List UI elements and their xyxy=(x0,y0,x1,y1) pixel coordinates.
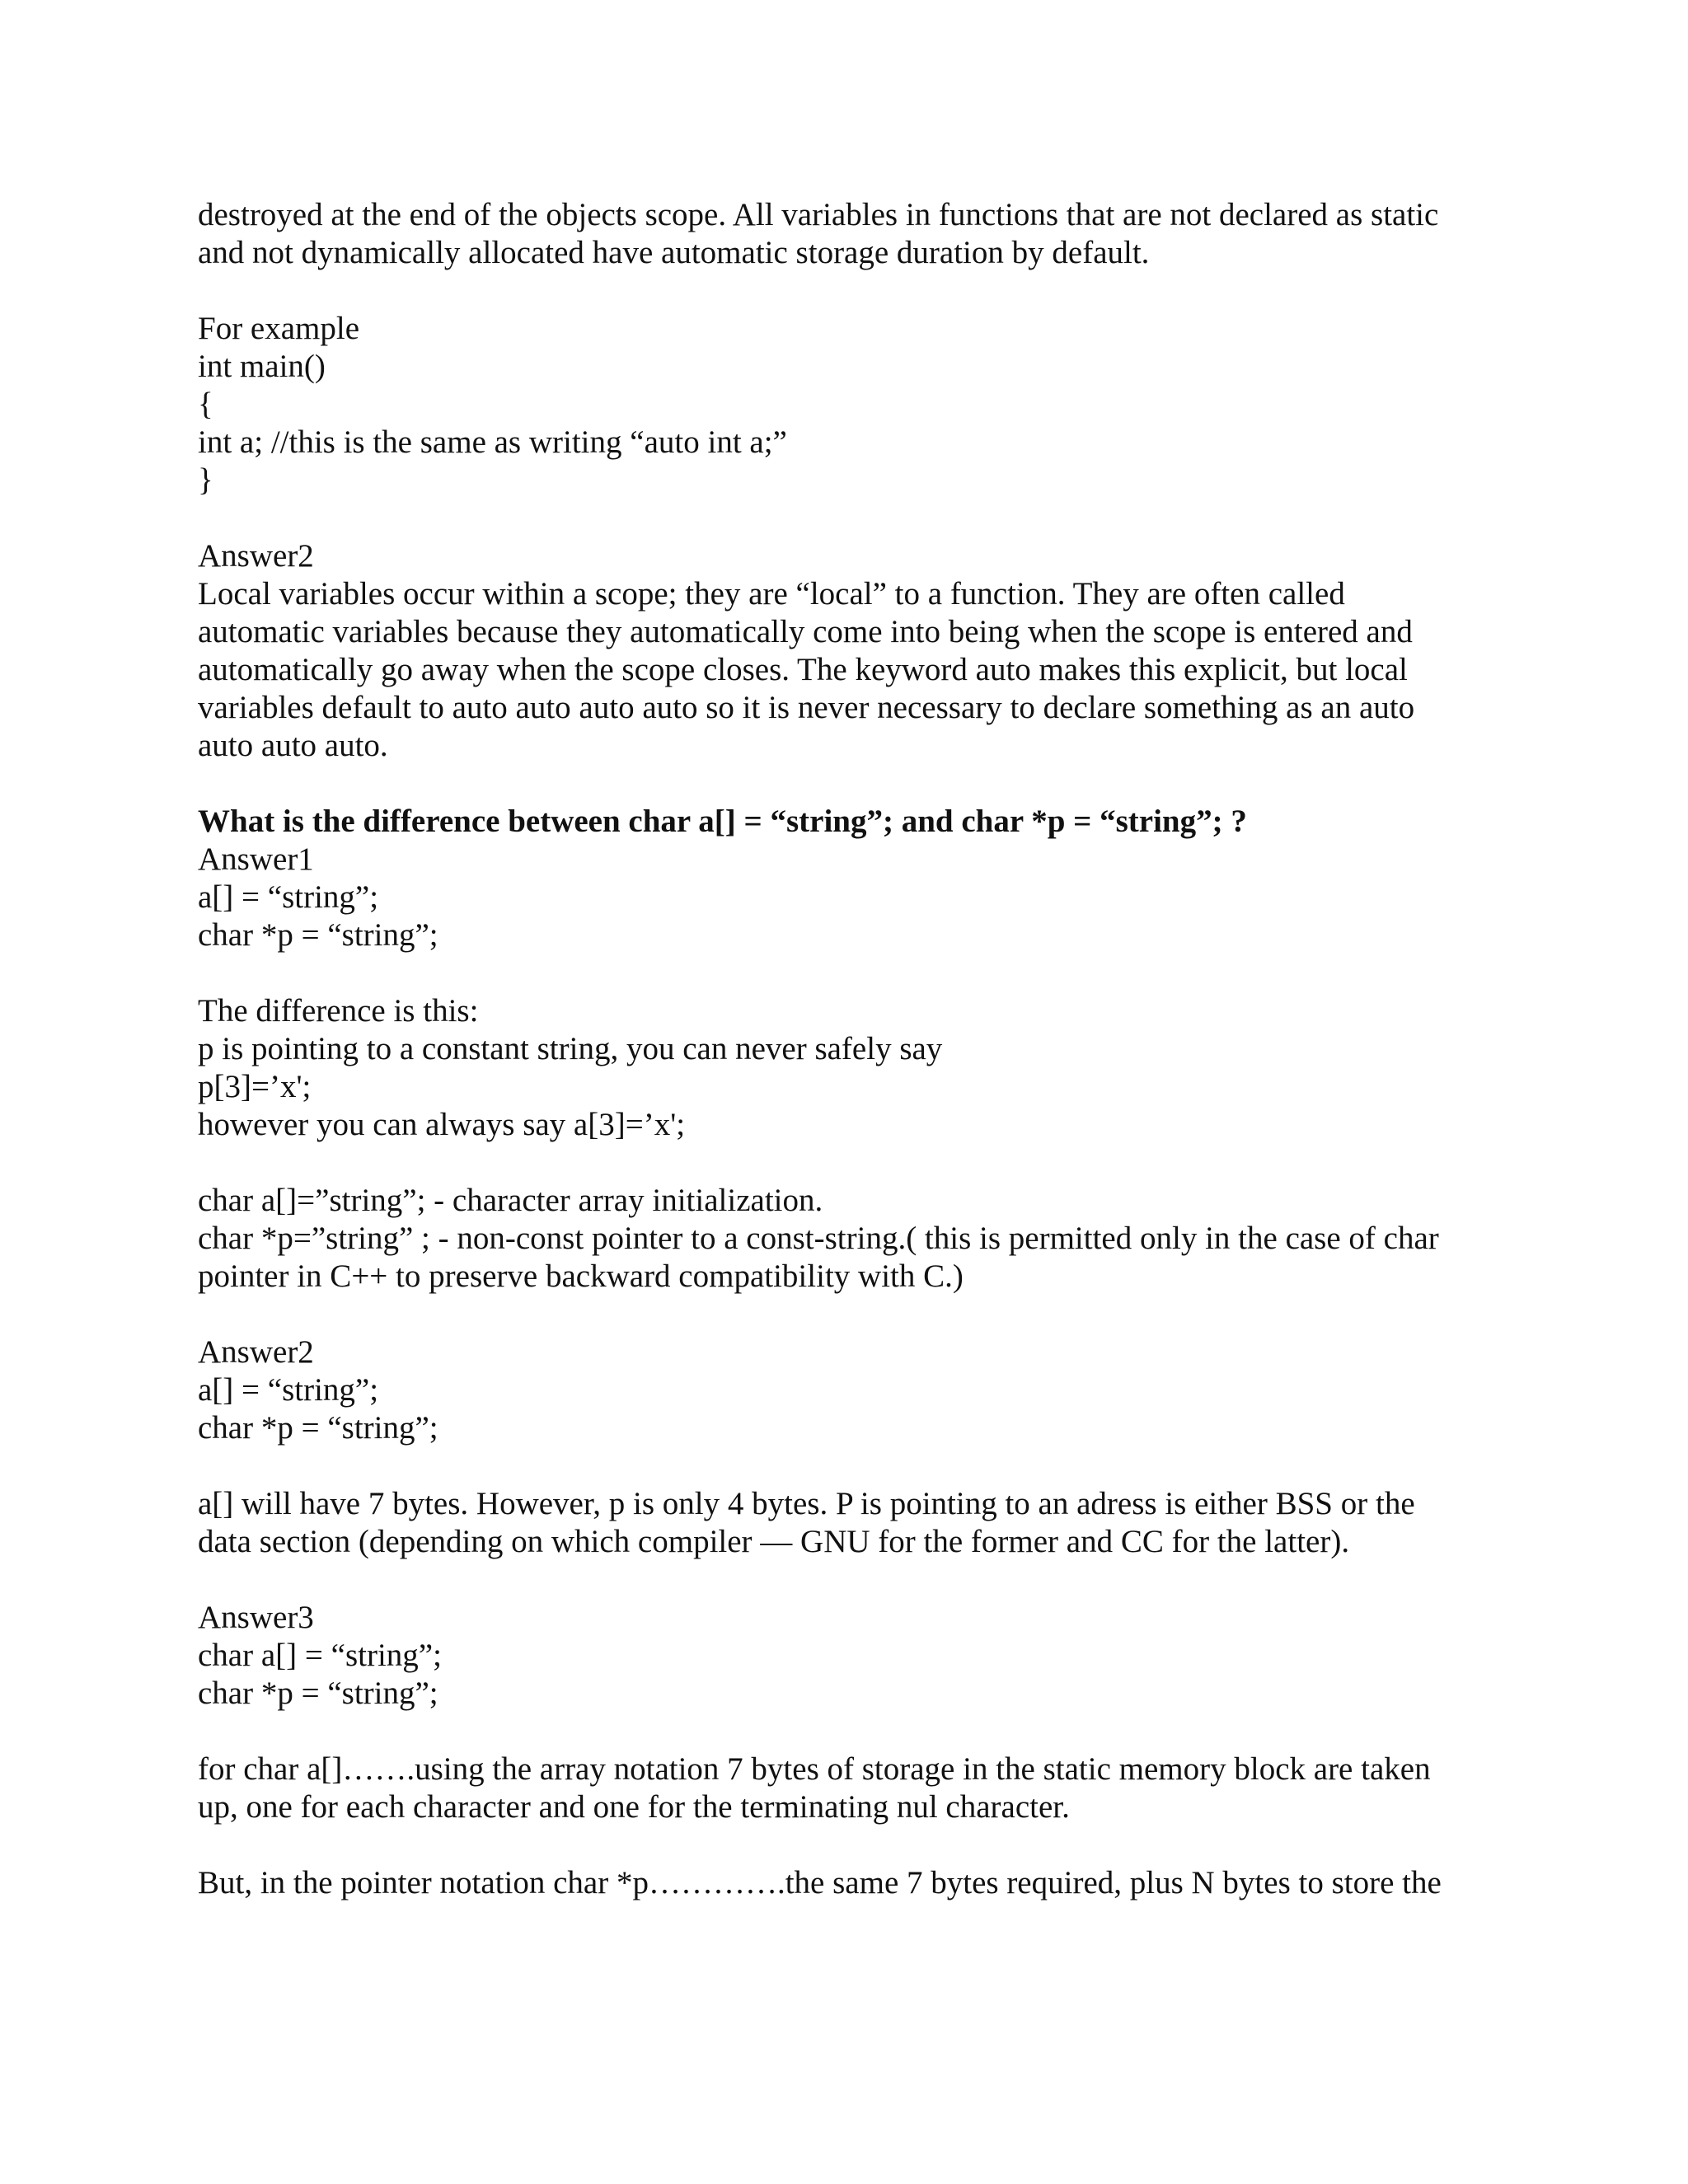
paragraph-gap xyxy=(198,1561,1484,1599)
paragraph-gap xyxy=(198,1826,1484,1864)
text-line: variables default to auto auto auto auto so it is never necessary to declare something as an auto xyxy=(198,690,1415,725)
code-line: char *p = “string”; xyxy=(198,1410,438,1446)
paragraph-array-notation xyxy=(198,1750,1484,1826)
document-page xyxy=(198,196,1484,1902)
text-line: automatically go away when the scope closes. The keyword auto makes this explicit, but local xyxy=(198,652,1408,687)
paragraph-storage-duration xyxy=(198,196,1484,272)
text-line: however you can always say a[3]=’x'; xyxy=(198,1107,686,1142)
paragraph-gap xyxy=(198,954,1484,992)
paragraph-gap xyxy=(198,1296,1484,1333)
text-line: data section (depending on which compiler — GNU for the former and CC for the latter). xyxy=(198,1524,1350,1559)
paragraph-difference xyxy=(198,992,1484,1144)
text-line: The difference is this: xyxy=(198,993,479,1029)
answer-label: Answer2 xyxy=(198,1334,314,1370)
paragraph-bytes xyxy=(198,1485,1484,1561)
answer-label: Answer1 xyxy=(198,841,314,877)
question-heading: What is the difference between char a[] = “string”; and char *p = “string”; ? xyxy=(198,804,1247,839)
code-line: { xyxy=(198,387,213,422)
code-line: char a[] = “string”; xyxy=(198,1638,442,1673)
paragraph-gap xyxy=(198,1713,1484,1750)
text-line: But, in the pointer notation char *p………….the same 7 bytes required, plus N bytes to store the xyxy=(198,1865,1442,1900)
text-line: up, one for each character and one for the terminating nul character. xyxy=(198,1789,1070,1825)
paragraph-gap xyxy=(198,1144,1484,1182)
text-line: char a[]=”string”; - character array initialization. xyxy=(198,1183,823,1218)
text-line: for char a[]…….using the array notation 7 bytes of storage in the static memory block are taken xyxy=(198,1751,1431,1787)
text-line: pointer in C++ to preserve backward compatibility with C.) xyxy=(198,1258,964,1294)
text-line: p is pointing to a constant string, you can never safely say xyxy=(198,1031,943,1066)
paragraph-gap xyxy=(198,272,1484,310)
answer-label: Answer3 xyxy=(198,1600,314,1635)
text-line: char *p=”string” ; - non-const pointer to a const-string.( this is permitted only in the case of char xyxy=(198,1221,1439,1256)
text-line: destroyed at the end of the objects scope. All variables in functions that are not declared as static xyxy=(198,197,1439,232)
paragraph-answer3-code xyxy=(198,1599,1484,1713)
code-line: char *p = “string”; xyxy=(198,1675,438,1711)
paragraph-initialization xyxy=(198,1182,1484,1296)
code-example-auto xyxy=(198,310,1484,499)
code-line: a[] = “string”; xyxy=(198,1372,379,1408)
text-line: auto auto auto. xyxy=(198,728,388,763)
code-line: int main() xyxy=(198,349,326,384)
paragraph-gap xyxy=(198,1447,1484,1485)
text-line: Local variables occur within a scope; they are “local” to a function. They are often called xyxy=(198,576,1345,612)
text-line: For example xyxy=(198,311,360,346)
text-line: automatic variables because they automatically come into being when the scope is entered and xyxy=(198,614,1413,649)
paragraph-pointer-notation xyxy=(198,1864,1484,1902)
code-line: char *p = “string”; xyxy=(198,917,438,953)
code-line: a[] = “string”; xyxy=(198,879,379,915)
code-line: } xyxy=(198,462,213,498)
question-char-array-vs-pointer xyxy=(198,803,1484,954)
answer-label: Answer2 xyxy=(198,538,314,574)
code-line: p[3]=’x'; xyxy=(198,1069,312,1104)
code-line: int a; //this is the same as writing “auto int a;” xyxy=(198,424,787,460)
text-line: a[] will have 7 bytes. However, p is only 4 bytes. P is pointing to an adress is either BSS or the xyxy=(198,1486,1415,1521)
paragraph-gap xyxy=(198,765,1484,803)
paragraph-answer2-local-variables xyxy=(198,537,1484,765)
text-line: and not dynamically allocated have automatic storage duration by default. xyxy=(198,235,1150,270)
paragraph-answer2-code xyxy=(198,1333,1484,1447)
paragraph-gap xyxy=(198,499,1484,537)
